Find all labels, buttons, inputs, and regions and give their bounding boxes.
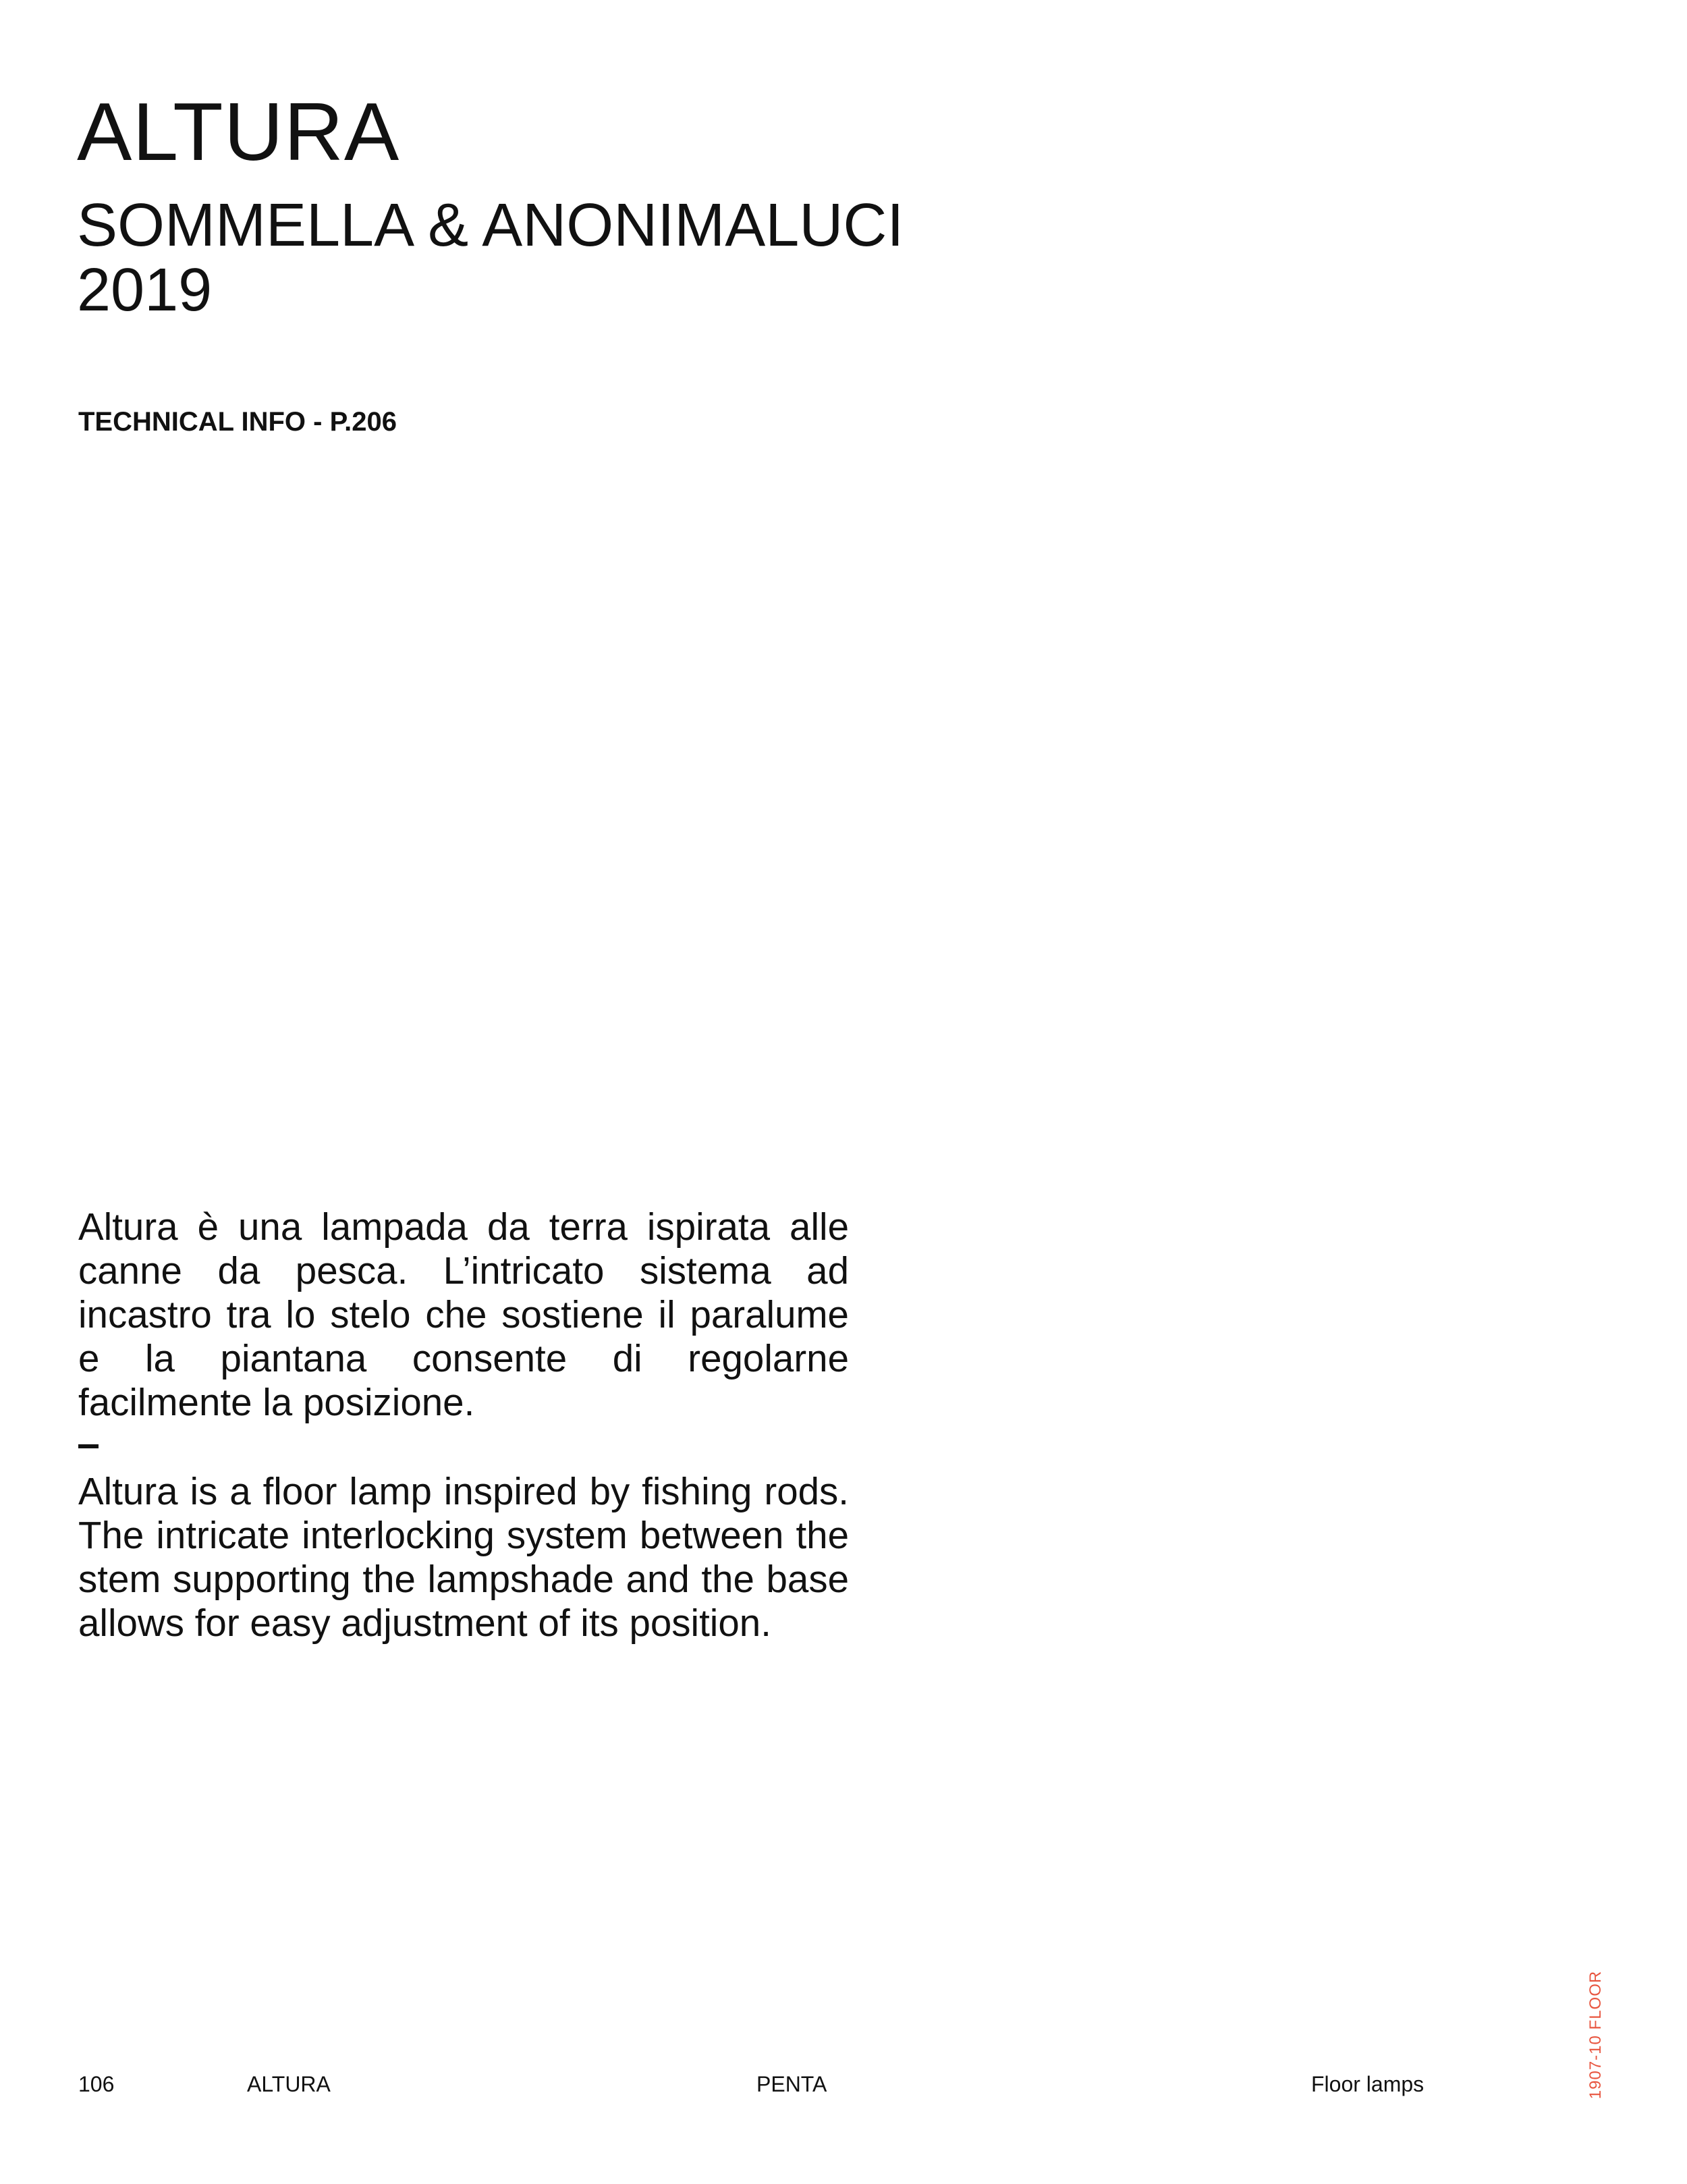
designer-and-year — [77, 193, 904, 323]
product-description — [78, 1205, 849, 1645]
designer-name: SOMMELLA & ANONIMALUCI — [77, 192, 904, 259]
footer-link-altura[interactable]: ALTURA — [247, 2072, 331, 2096]
technical-info-link[interactable]: TECHNICAL INFO - P.206 — [78, 407, 397, 437]
design-year: 2019 — [77, 256, 213, 324]
footer-link-floor-lamps[interactable]: Floor lamps — [1311, 2072, 1425, 2096]
language-divider — [78, 1444, 99, 1448]
section-tab[interactable] — [1586, 1971, 1606, 2099]
page-number: 106 — [78, 2072, 115, 2096]
section-tab-label: 1907-10 FLOOR — [1586, 1970, 1605, 2100]
footer-link-penta[interactable]: PENTA — [756, 2072, 827, 2096]
description-english: Altura is a floor lamp inspired by fishing rods. The intricate interlocking system between the stem supporting the lampshade and the base allows for easy adjustment of its position. — [78, 1470, 849, 1644]
description-italian: Altura è una lampada da terra ispirata alle canne da pesca. L’intricato sistema ad incastro tra lo stelo che sostiene il paralume e la piantana consente di regolarne facilmente la posizione. — [78, 1205, 849, 1423]
product-title: ALTURA — [77, 86, 400, 178]
